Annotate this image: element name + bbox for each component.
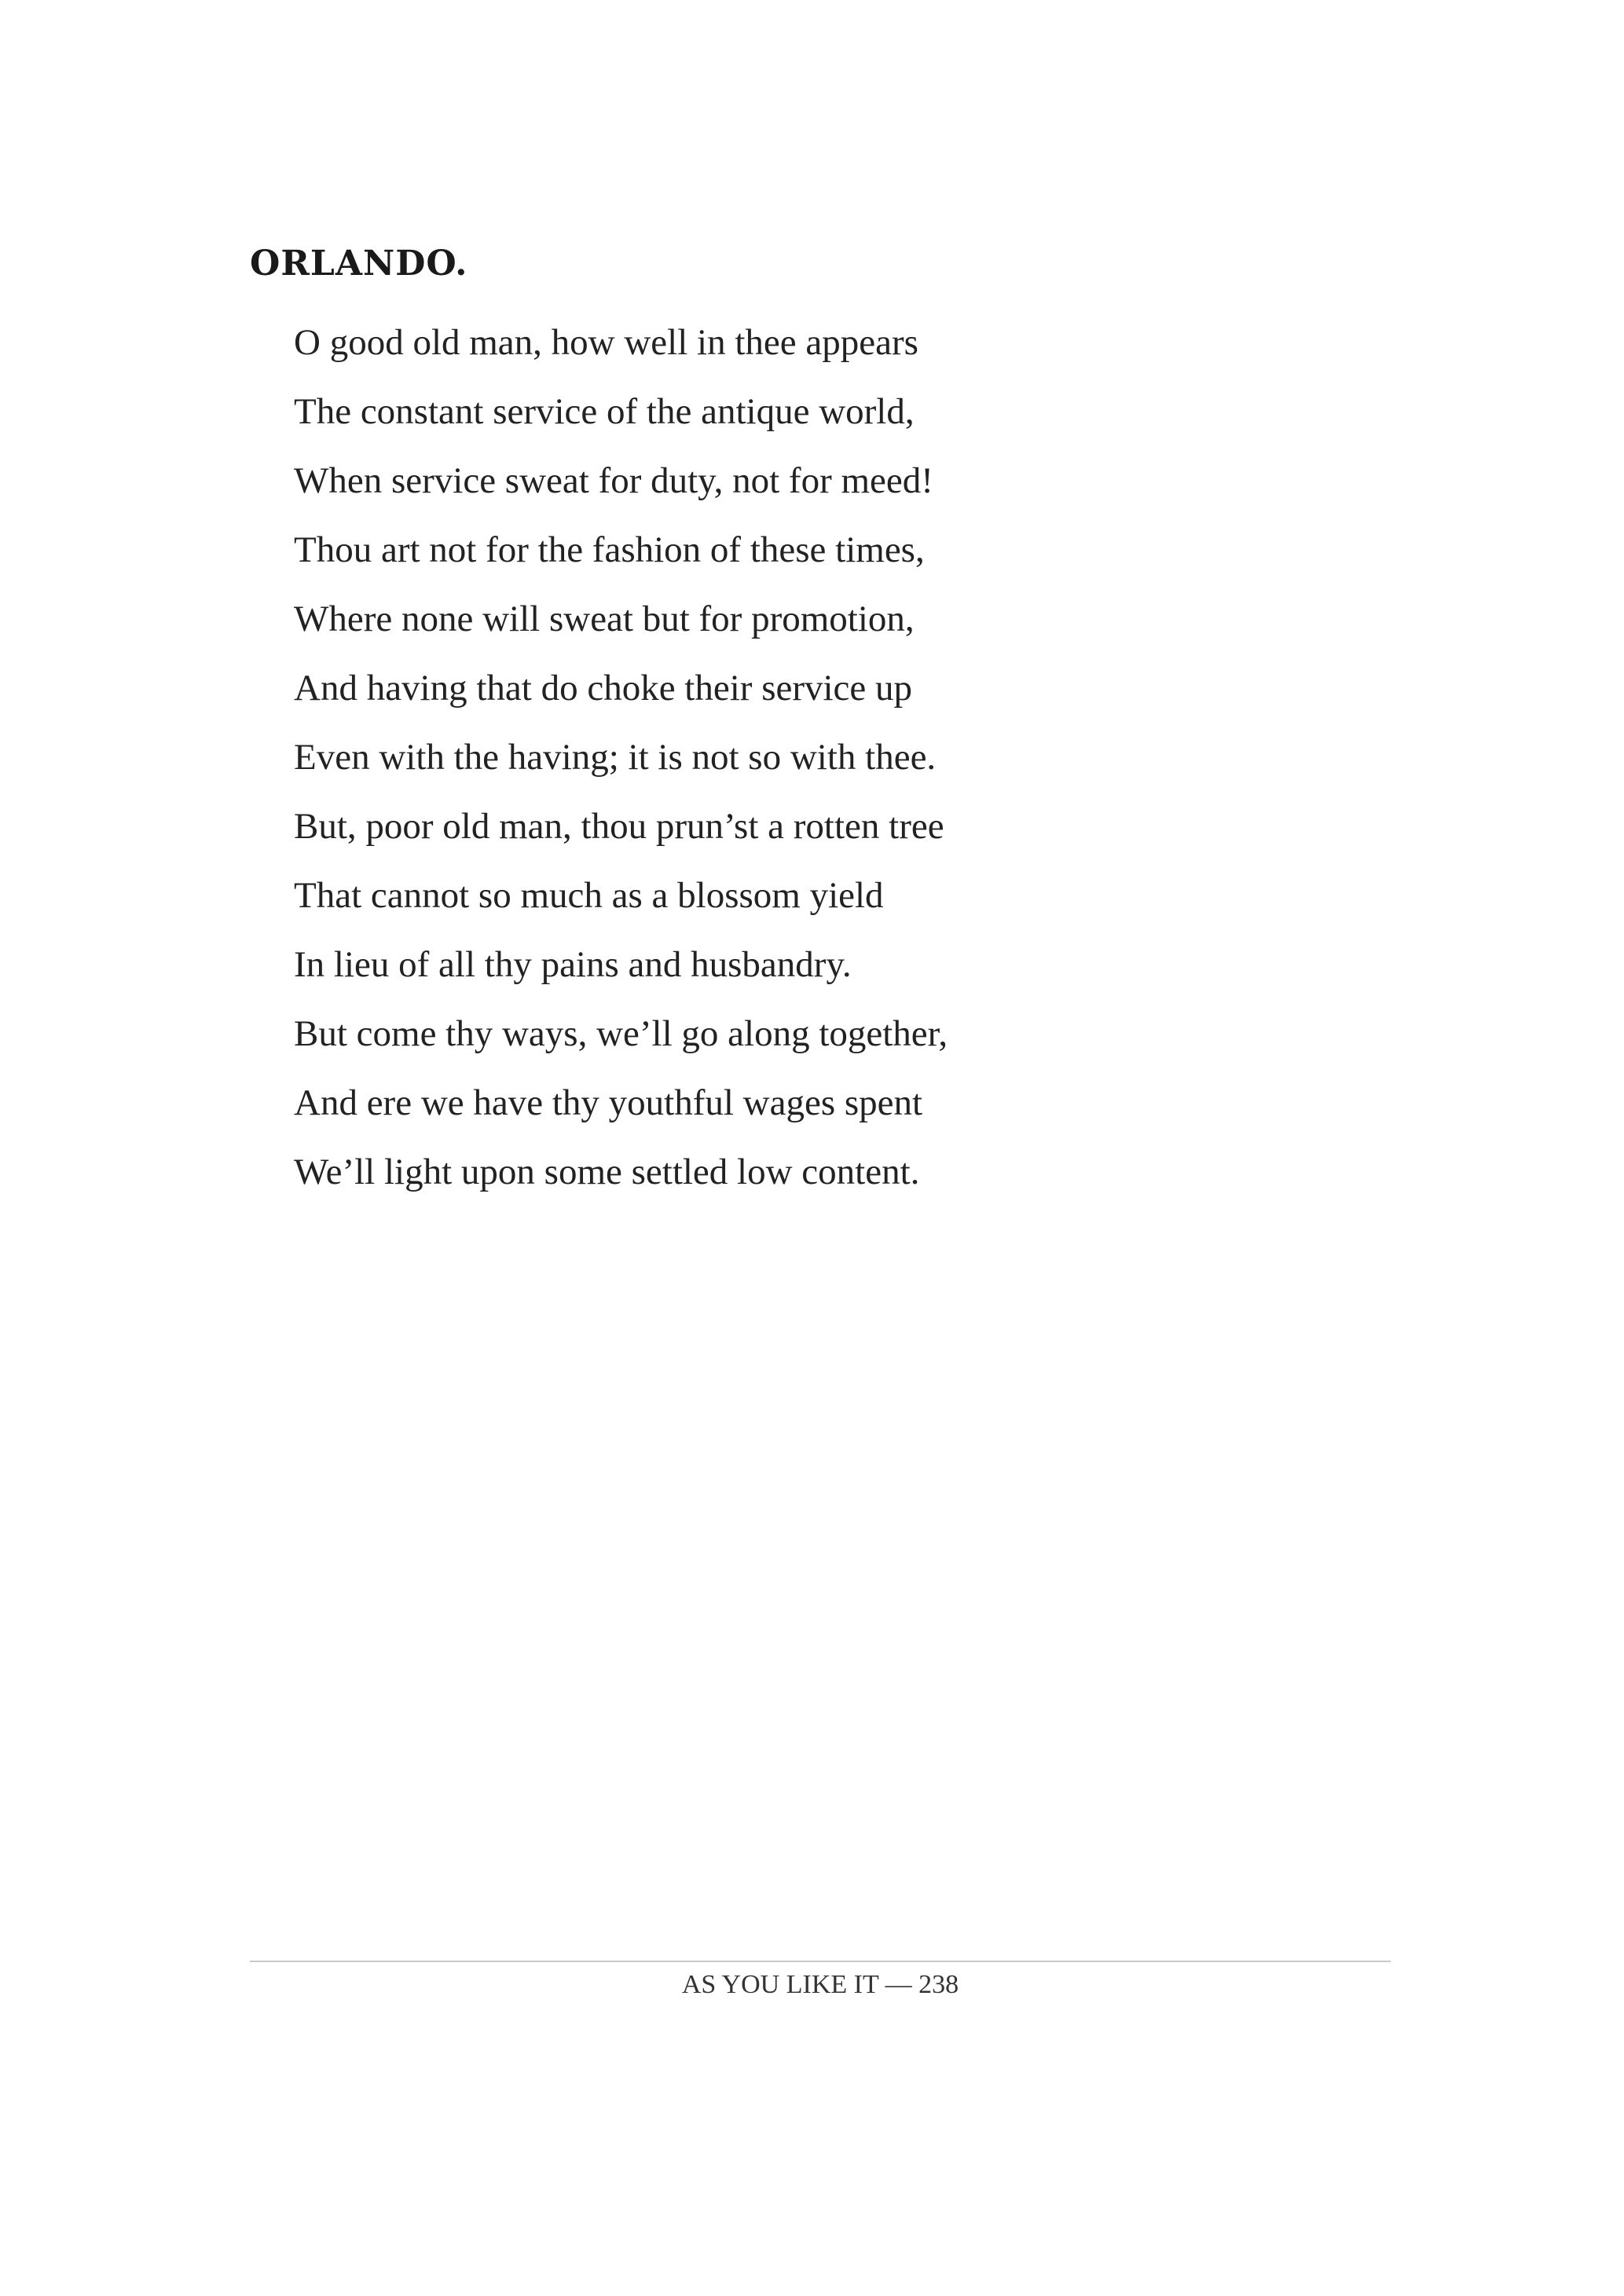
verse-line: But come thy ways, we’ll go along together, (294, 1013, 948, 1054)
verse-line: We’ll light upon some settled low content. (294, 1152, 920, 1192)
verse-line: In lieu of all thy pains and husbandry. (294, 944, 852, 985)
page-footer: AS YOU LIKE IT — 238 (681, 1970, 959, 1999)
footer-divider (250, 1961, 1391, 1962)
verse-line: Where none will sweat but for promotion, (294, 599, 915, 639)
verse-line: And having that do choke their service up (294, 668, 913, 709)
verse-line: Thou art not for the fashion of these times, (294, 529, 925, 570)
verse-line: O good old man, how well in thee appears (294, 322, 918, 363)
verse-line: Even with the having; it is not so with thee. (294, 737, 937, 778)
verse-block (294, 308, 948, 1207)
verse-line: That cannot so much as a blossom yield (294, 875, 884, 916)
verse-line: When service sweat for duty, not for meed! (294, 460, 933, 501)
verse-line: The constant service of the antique world, (294, 391, 915, 432)
speaker-name: ORLANDO. (250, 244, 468, 284)
verse-line: But, poor old man, thou prun’st a rotten tree (294, 806, 944, 847)
verse-line: And ere we have thy youthful wages spent (294, 1082, 923, 1123)
